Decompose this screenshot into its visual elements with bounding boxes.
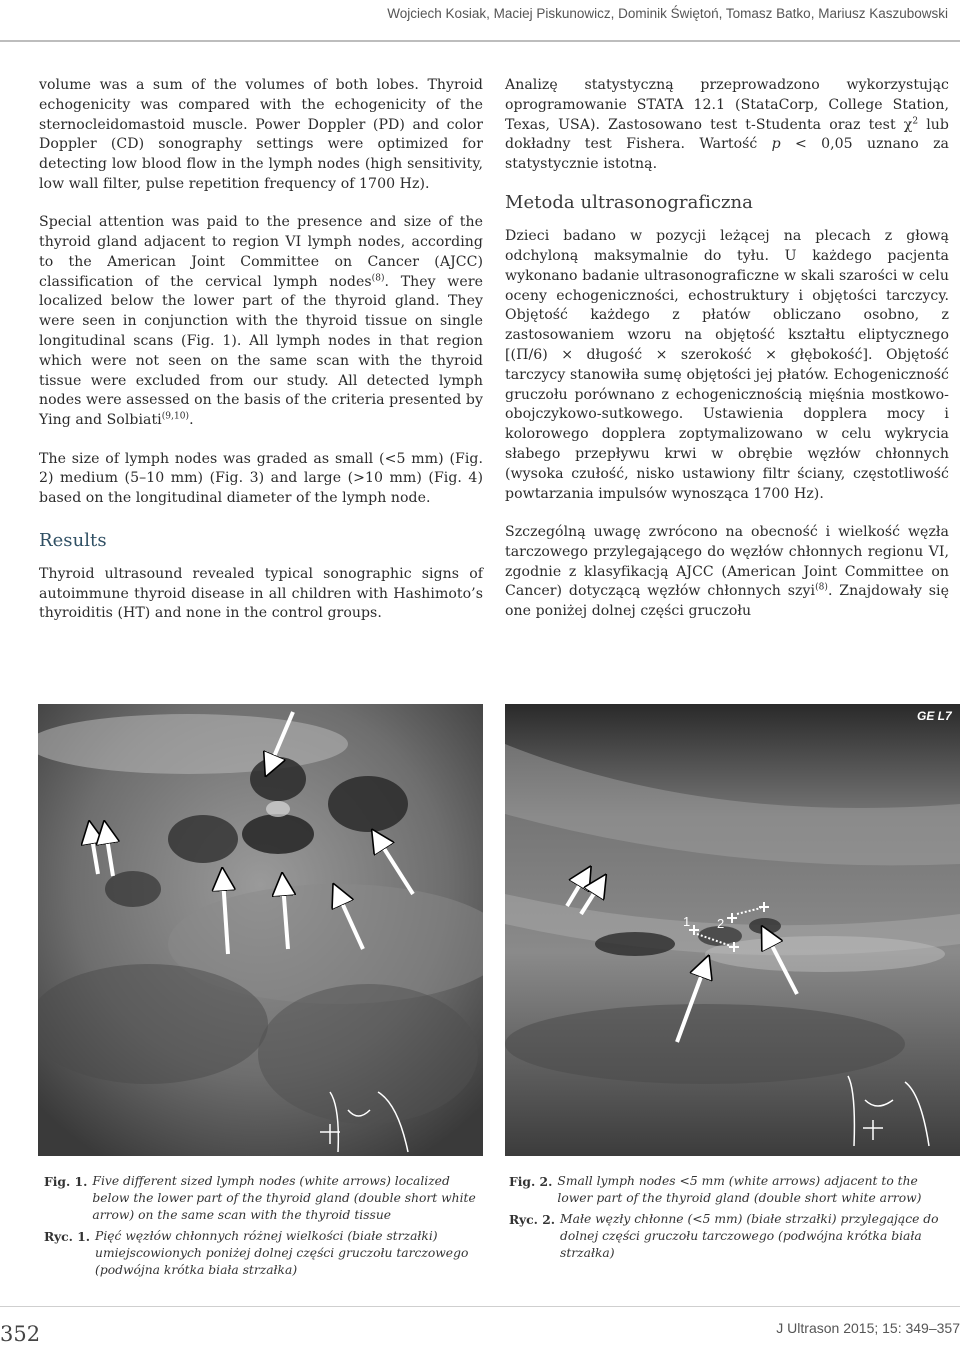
figure-1-caption	[44, 1173, 484, 1283]
running-header-authors: Wojciech Kosiak, Maciej Piskunowicz, Dominik Świętoń, Tomasz Batko, Mariusz Kaszubowski	[387, 6, 948, 21]
right-column	[505, 76, 949, 640]
figure-1-label-pl: Ryc. 1.	[44, 1229, 91, 1244]
figure-2-ultrasound	[505, 704, 960, 1156]
left-paragraph-2: Special attention was paid to the presence and size of the thyroid gland adjacent to region VI lymph nodes, according to the American Joint Committee on Cancer (AJCC) classification of the cervical lymph nodes$^{(8)}$. They were localized below the lower part of the thyroid gland. They were seen in conjunction with the thyroid tissue on single longitudinal scans (Fig. 1). All lymph nodes in that region which were not seen on the same scan with the thyroid tissue were excluded from our study. All detected lymph nodes were assessed on the basis of the criteria presented by Ying and Solbiati$^{(9,10)}$.	[39, 214, 483, 429]
right-paragraph-2: Dzieci badano w pozycji leżącej na plecach z głową odchyloną maksymalnie do tyłu. U każdego pacjenta wykonano badanie ultrasonograficzne w skali szarości w celu oceny echogeniczności, echostruktury i objętości tarczycy. Objętość każdego z płatów obliczano osobno, z zastosowaniem wzoru na objętość kształtu eliptycznego [(Π/6) × długość × szerokość × głębokość]. Objętość tarczycy stanowiła sumę objętości jej płatów. Echogeniczność gruczołu porównano z echogenicznością mięśnia mostkowo-obojczykowo-sutkowego. Ustawienia dopplera mocy i kolorowego dopplera zoptymalizowano w celu wykrycia słabego przepływu krwi w obrębie węzłów chłonnych (wysoka czułość, nisko ustawiony filtr ściany, częstotliwość powtarzania impulsów wynosząca 1700 Hz).	[505, 228, 949, 502]
footer-rule	[0, 1306, 960, 1307]
header-rule	[0, 40, 960, 42]
figure-1-ultrasound	[38, 704, 483, 1156]
results-heading: Results	[39, 529, 107, 551]
figure-1-label-en: Fig. 1.	[44, 1174, 88, 1189]
figure-2-caption-pl: Małe węzły chłonne (<5 mm) (białe strzałki) przylegające do dolnej części gruczołu tarczowego (podwójna krótka biała strzałka)	[560, 1212, 939, 1260]
figure-2-probe-label: GE L7	[917, 709, 952, 723]
figure-1-caption-pl: Pięć węzłów chłonnych różnej wielkości (białe strzałki) umiejscowionych poniżej dolnej części gruczołu tarczowego (podwójna krótka biała strzałka)	[95, 1229, 469, 1277]
figure-1-caption-en: Five different sized lymph nodes (white arrows) localized below the lower part of the thyroid gland (double short white arrow) on the same scan with the thyroid tissue	[92, 1174, 476, 1222]
figure-2-caption	[509, 1173, 949, 1266]
method-heading: Metoda ultrasonograficzna	[505, 192, 753, 214]
left-column	[39, 76, 483, 643]
right-paragraph-3: Szczególną uwagę zwrócono na obecność i wielkość węzła tarczowego przylegającego do węzłów chłonnych regionu VI, zgodnie z klasyfikacją AJCC (American Joint Committee on Cancer) dotyczącą węzłów chłonnych szyi$^{(8)}$. Znajdowały się one poniżej dolnej części gruczołu	[505, 523, 949, 620]
left-paragraph-1: volume was a sum of the volumes of both lobes. Thyroid echogenicity was compared with the echogenicity of the sternocleidomastoid muscle. Power Doppler (PD) and color Doppler (CD) sonography settings were optimized for detecting low blood flow in the lymph nodes (high sensitivity, low wall filter, pulse repetition frequency of 1700 Hz).	[39, 77, 483, 192]
page-number: 352	[0, 1322, 41, 1346]
left-paragraph-3: The size of lymph nodes was graded as small (<5 mm) (Fig. 2) medium (5–10 mm) (Fig. 3) and large (>10 mm) (Fig. 4) based on the longitudinal diameter of the lymph node.	[39, 450, 483, 507]
figure-2-marker-2: 2	[717, 916, 725, 931]
right-paragraph-1: Analizę statystyczną przeprowadzono wykorzystując oprogramowanie STATA 12.1 (StataCorp, College Station, Texas, USA). Zastosowano test t-Studenta oraz test $\chi^2$ lub dokładny test Fishera. Wartość p < 0,05 uznano za statystycznie istotną.	[505, 77, 949, 173]
journal-citation: J Ultrason 2015; 15: 349–357	[776, 1320, 960, 1336]
figure-2-label-pl: Ryc. 2.	[509, 1212, 556, 1227]
figure-2-marker-1: 1	[683, 914, 691, 929]
left-paragraph-4: Thyroid ultrasound revealed typical sonographic signs of autoimmune thyroid disease in all children with Hashimoto’s thyroiditis (HT) and none in the control groups.	[39, 565, 483, 622]
figure-2-label-en: Fig. 2.	[509, 1174, 553, 1189]
figure-2-caption-en: Small lymph nodes <5 mm (white arrows) adjacent to the lower part of the thyroid gland (double short white arrow)	[557, 1174, 922, 1205]
